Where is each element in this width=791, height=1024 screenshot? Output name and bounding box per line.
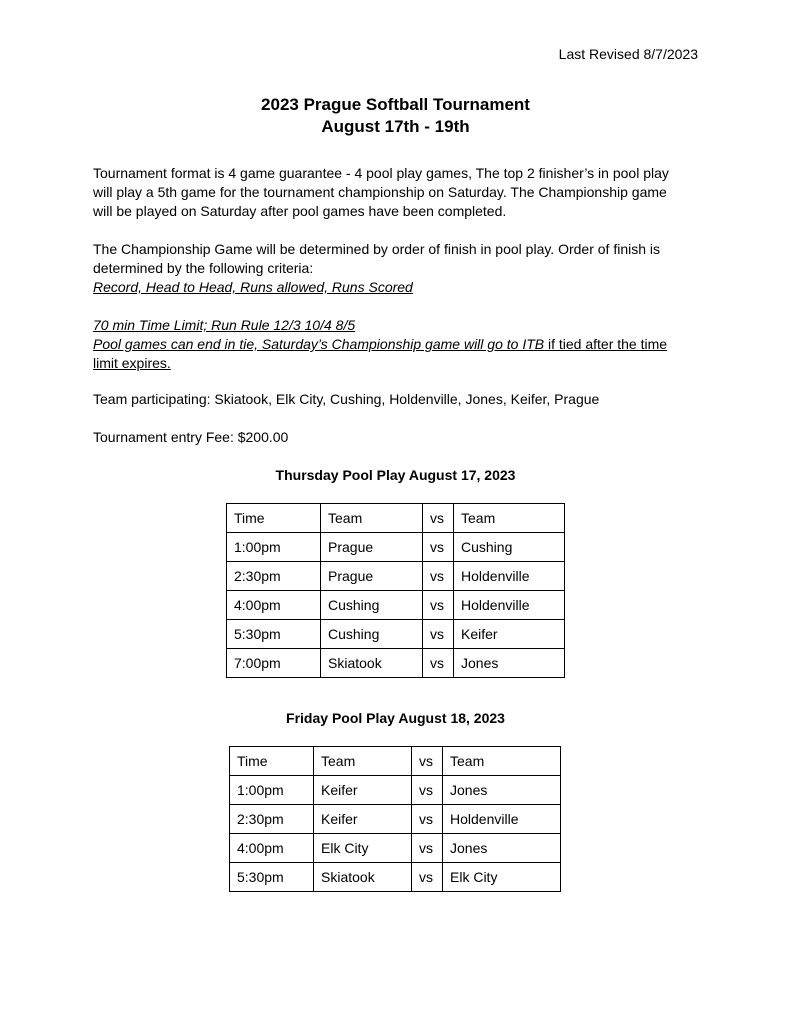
team-cell: Keifer [454, 620, 565, 649]
table-row [227, 649, 565, 678]
format-paragraph [93, 164, 693, 221]
tie-rule-rest: if tied after the time [544, 336, 668, 352]
header-time: Time [227, 504, 321, 533]
criteria-list: Record, Head to Head, Runs allowed, Runs Scored [93, 279, 413, 295]
team-cell: Holdenville [454, 591, 565, 620]
criteria-line-1: The Championship Game will be determined by order of finish in pool play. Order of finish is [93, 241, 661, 257]
vs-cell: vs [423, 533, 454, 562]
tie-rule-line-2: limit expires. [93, 355, 171, 371]
team-cell: Skiatook [314, 863, 412, 892]
vs-cell: vs [412, 776, 443, 805]
time-cell: 4:00pm [230, 834, 314, 863]
table-header-row [230, 747, 561, 776]
time-cell: 1:00pm [227, 533, 321, 562]
time-cell: 2:30pm [227, 562, 321, 591]
table-row [227, 562, 565, 591]
time-cell: 2:30pm [230, 805, 314, 834]
thursday-title: Thursday Pool Play August 17, 2023 [275, 467, 516, 483]
header-vs: vs [412, 747, 443, 776]
vs-cell: vs [423, 591, 454, 620]
table-row [230, 863, 561, 892]
last-revised: Last Revised 8/7/2023 [558, 46, 698, 62]
page-title [0, 94, 791, 138]
criteria-line-2: determined by the following criteria: [93, 260, 314, 276]
team-cell: Prague [321, 562, 423, 591]
friday-schedule-table [229, 746, 561, 892]
format-line-1: Tournament format is 4 game guarantee - 4 pool play games, The top 2 finisher’s in pool play [93, 165, 669, 181]
vs-cell: vs [423, 649, 454, 678]
criteria-paragraph [93, 240, 693, 297]
team-cell: Cushing [454, 533, 565, 562]
friday-title: Friday Pool Play August 18, 2023 [286, 710, 505, 726]
vs-cell: vs [412, 863, 443, 892]
table-row [230, 834, 561, 863]
teams-participating: Team participating: Skiatook, Elk City, Cushing, Holdenville, Jones, Keifer, Prague [93, 391, 600, 407]
team-cell: Holdenville [454, 562, 565, 591]
entry-fee: Tournament entry Fee: $200.00 [93, 429, 289, 445]
header-team: Team [454, 504, 565, 533]
header-team: Team [321, 504, 423, 533]
vs-cell: vs [412, 834, 443, 863]
header-time: Time [230, 747, 314, 776]
table-row [230, 776, 561, 805]
vs-cell: vs [412, 805, 443, 834]
time-limit-rule: 70 min Time Limit; Run Rule 12/3 10/4 8/5 [93, 317, 356, 333]
time-cell: 1:00pm [230, 776, 314, 805]
time-cell: 5:30pm [230, 863, 314, 892]
team-cell: Prague [321, 533, 423, 562]
tie-rule-italic: Pool games can end in tie, Saturday’s Championship game will go to ITB [93, 336, 545, 352]
team-cell: Cushing [321, 620, 423, 649]
thursday-schedule-table [226, 503, 565, 678]
team-cell: Jones [443, 776, 561, 805]
format-line-3: will be played on Saturday after pool games have been completed. [93, 203, 507, 219]
team-cell: Elk City [314, 834, 412, 863]
time-cell: 4:00pm [227, 591, 321, 620]
table-header-row [227, 504, 565, 533]
time-cell: 7:00pm [227, 649, 321, 678]
header-team: Team [443, 747, 561, 776]
team-cell: Elk City [443, 863, 561, 892]
format-line-2: will play a 5th game for the tournament championship on Saturday. The Championship game [93, 184, 667, 200]
team-cell: Skiatook [321, 649, 423, 678]
team-cell: Jones [454, 649, 565, 678]
title-line-2: August 17th - 19th [321, 117, 470, 136]
rules-paragraph [93, 316, 693, 373]
tie-rule-line-1 [93, 335, 693, 354]
team-cell: Keifer [314, 805, 412, 834]
table-row [227, 533, 565, 562]
vs-cell: vs [423, 620, 454, 649]
table-row [230, 805, 561, 834]
team-cell: Cushing [321, 591, 423, 620]
table-row [227, 591, 565, 620]
header-vs: vs [423, 504, 454, 533]
vs-cell: vs [423, 562, 454, 591]
team-cell: Holdenville [443, 805, 561, 834]
team-cell: Keifer [314, 776, 412, 805]
team-cell: Jones [443, 834, 561, 863]
time-cell: 5:30pm [227, 620, 321, 649]
header-team: Team [314, 747, 412, 776]
title-line-1: 2023 Prague Softball Tournament [261, 95, 530, 114]
table-row [227, 620, 565, 649]
